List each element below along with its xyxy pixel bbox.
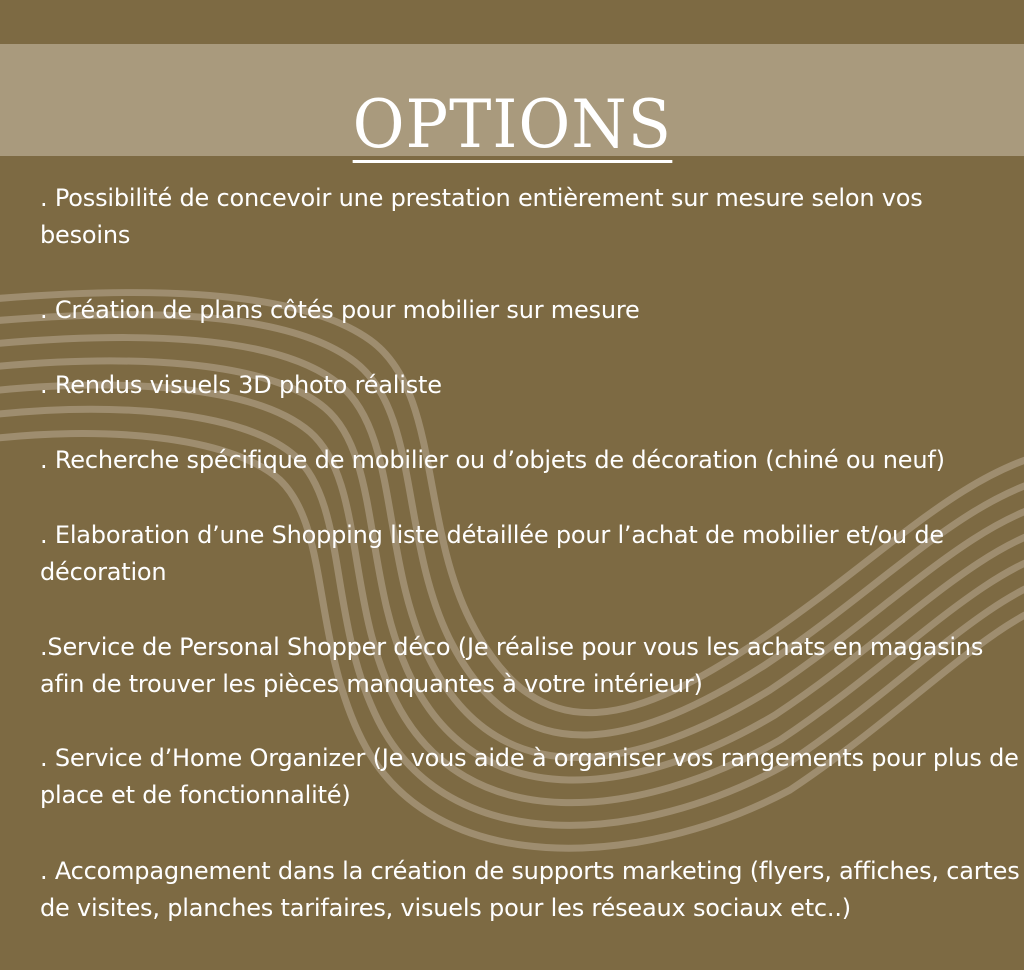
option-item-dimensioned-plans: . Création de plans côtés pour mobilier sur mesure	[40, 296, 640, 324]
option-item-shopping-list: . Elaboration d’une Shopping liste détaillée pour l’achat de mobilier et/ou de décoration	[40, 521, 944, 586]
option-item-personal-shopper: .Service de Personal Shopper déco (Je réalise pour vous les achats en magasins afin de trouver les pièces manquantes à votre intérieur)	[40, 633, 984, 698]
option-item-home-organizer: . Service d’Home Organizer (Je vous aide à organiser vos rangements pour plus de place et de fonctionnalité)	[40, 744, 1019, 809]
option-item-3d-renders: . Rendus visuels 3D photo réaliste	[40, 371, 442, 399]
option-item-marketing-support: . Accompagnement dans la création de supports marketing (flyers, affiches, cartes de visites, planches tarifaires, visuels pour les réseaux sociaux etc..)	[40, 857, 1020, 922]
option-item-custom-service: . Possibilité de concevoir une prestation entièrement sur mesure selon vos besoins	[40, 184, 923, 249]
option-item-furniture-search: . Recherche spécifique de mobilier ou d’objets de décoration (chiné ou neuf)	[40, 446, 945, 474]
page-title-text: OPTIONS	[352, 86, 672, 164]
page-title	[0, 86, 1024, 164]
